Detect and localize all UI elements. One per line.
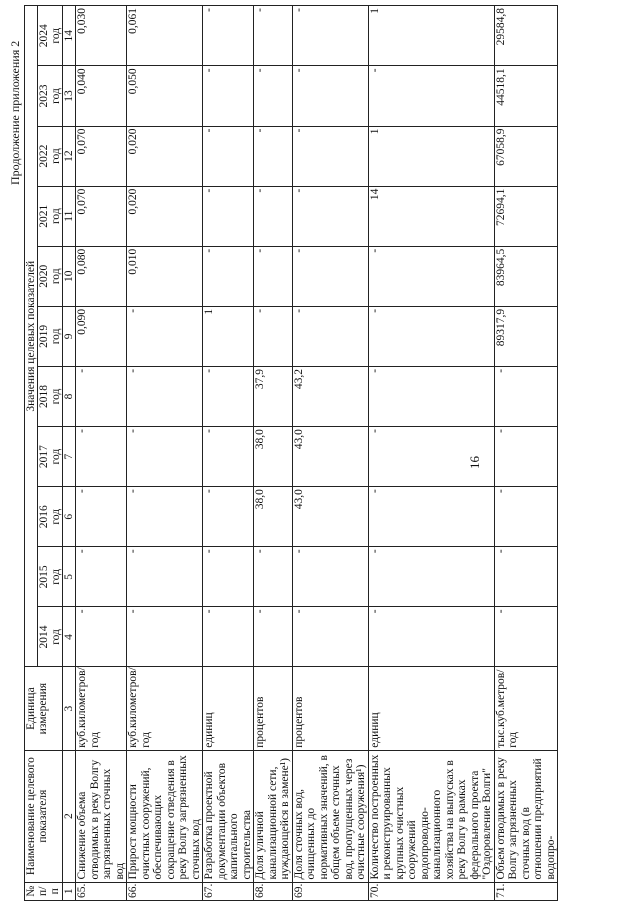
year-value: 2016 [38, 505, 50, 529]
indicator-value: - [368, 427, 494, 487]
year-word: год [50, 448, 62, 465]
indicator-value: 29584,8 [494, 6, 558, 66]
indicator-value: - [292, 547, 368, 607]
header-values-group: Значения целевых показателей [25, 6, 38, 668]
indicator-value: 89317,9 [494, 306, 558, 366]
indicator-value: - [127, 487, 203, 547]
indicator-value: - [292, 66, 368, 126]
row-number: 65. [76, 882, 127, 900]
indicator-value: 37,9 [254, 366, 293, 426]
year-value: 2020 [38, 264, 50, 288]
indicator-value: 43,0 [292, 487, 368, 547]
column-number: 6 [63, 487, 76, 547]
indicator-value: 67058,9 [494, 126, 558, 186]
unit-of-measure: процентов [292, 667, 368, 750]
row-number: 67. [203, 882, 254, 900]
row-number: 66. [127, 882, 203, 900]
column-number: 7 [63, 427, 76, 487]
year-header [38, 487, 63, 547]
indicator-value: - [203, 366, 254, 426]
indicator-value: - [494, 547, 558, 607]
page-number: 16 [467, 456, 482, 469]
indicators-table [24, 5, 558, 901]
indicator-value: - [203, 427, 254, 487]
year-word: год [50, 208, 62, 225]
table-row [254, 6, 293, 901]
indicator-value: - [127, 607, 203, 667]
year-value: 2018 [38, 385, 50, 409]
indicator-value: - [254, 246, 293, 306]
table-row [494, 6, 558, 901]
indicator-value: - [127, 427, 203, 487]
indicator-value: - [368, 66, 494, 126]
column-number: 8 [63, 366, 76, 426]
indicator-value: - [368, 487, 494, 547]
column-number: 13 [63, 66, 76, 126]
indicator-value: 38,0 [254, 487, 293, 547]
column-number: 5 [63, 547, 76, 607]
indicator-value: - [203, 186, 254, 246]
indicator-value: - [254, 6, 293, 66]
indicator-value: - [127, 306, 203, 366]
indicator-value: - [494, 487, 558, 547]
year-word: год [50, 629, 62, 645]
indicator-value: - [203, 547, 254, 607]
year-value: 2024 [38, 24, 50, 48]
indicator-value: 0,020 [127, 126, 203, 186]
indicator-value: - [203, 487, 254, 547]
indicator-value: 44518,1 [494, 66, 558, 126]
indicator-value: - [254, 126, 293, 186]
header-name: Наименование целевого показателя [25, 750, 63, 882]
year-header [38, 427, 63, 487]
indicator-value: 1 [203, 306, 254, 366]
row-number: 71. [494, 882, 558, 900]
year-word: год [50, 328, 62, 345]
indicator-value: 0,020 [127, 186, 203, 246]
header-num: № п/п [25, 882, 63, 900]
indicator-value: 0,030 [76, 6, 127, 66]
indicator-value: - [203, 246, 254, 306]
year-value: 2022 [38, 144, 50, 168]
indicator-value: - [292, 186, 368, 246]
unit-of-measure: тыс.куб.метров/год [494, 667, 558, 750]
indicator-value: 43,2 [292, 366, 368, 426]
indicator-value: - [76, 427, 127, 487]
indicator-value: 72694,1 [494, 186, 558, 246]
indicator-name: Объем отводимых в реку Волгу загрязненных сточных вод (в отношении предприятий водопро- [494, 750, 558, 882]
table-row [368, 6, 494, 901]
indicator-value: 0,040 [76, 66, 127, 126]
year-value: 2019 [38, 324, 50, 348]
indicator-value: 1 [368, 6, 494, 66]
indicator-name: Доля уличной канализационной сети, нуждающейся в замене¹) [254, 750, 293, 882]
indicator-value: - [203, 607, 254, 667]
indicator-value: - [494, 427, 558, 487]
indicator-value: - [368, 246, 494, 306]
unit-of-measure: процентов [254, 667, 293, 750]
indicator-value: - [254, 547, 293, 607]
continuation-note: Продолжение приложения 2 [8, 40, 22, 185]
indicator-value: - [254, 66, 293, 126]
indicator-name: Количество построенных и реконструированных крупных очистных сооружений водопроводно-канализационного хозяйства на выпусках в реку Волгу в рамках федерального проекта "Оздоровление Волги" [368, 750, 494, 882]
column-number: 3 [63, 667, 76, 750]
year-word: год [50, 388, 62, 405]
column-number: 1 [63, 882, 76, 900]
unit-of-measure: единиц [368, 667, 494, 750]
row-number: 68. [254, 882, 293, 900]
indicator-value: - [292, 246, 368, 306]
year-value: 2017 [38, 445, 50, 469]
year-word: год [50, 268, 62, 285]
year-word: год [50, 568, 62, 585]
indicator-value: - [368, 366, 494, 426]
column-number: 12 [63, 126, 76, 186]
unit-of-measure: куб.километров/год [127, 667, 203, 750]
unit-of-measure: единиц [203, 667, 254, 750]
indicator-value: - [76, 607, 127, 667]
indicator-value: - [76, 547, 127, 607]
year-value: 2023 [38, 84, 50, 108]
indicator-value: - [368, 547, 494, 607]
year-word: год [50, 88, 62, 104]
table-body [76, 6, 558, 901]
indicator-value: - [292, 306, 368, 366]
indicator-value: 0,080 [76, 246, 127, 306]
indicator-value: 0,061 [127, 6, 203, 66]
indicator-name: Прирост мощности очистных сооружений, обеспечивающих сокращение отведения в реку Волгу загрязненных сточных вод [127, 750, 203, 882]
indicator-value: 0,070 [76, 126, 127, 186]
row-number: 70. [368, 882, 494, 900]
indicator-name: Разработка проектной документации объектов капитального строительства [203, 750, 254, 882]
indicator-value: - [368, 306, 494, 366]
indicator-value: - [254, 186, 293, 246]
indicator-value: - [254, 306, 293, 366]
indicator-value: - [203, 6, 254, 66]
table-row [76, 6, 127, 901]
year-value: 2014 [38, 625, 50, 649]
indicator-value: 0,090 [76, 306, 127, 366]
year-header [38, 126, 63, 186]
year-header [38, 306, 63, 366]
year-header [38, 366, 63, 426]
year-header [38, 547, 63, 607]
indicator-value: - [292, 6, 368, 66]
indicator-value: - [203, 66, 254, 126]
year-header [38, 186, 63, 246]
indicator-name: Доля сточных вод, очищенных до нормативных значений, в общем объеме сточных вод, пропущенных через очистные сооружения¹) [292, 750, 368, 882]
column-number: 14 [63, 6, 76, 66]
indicator-value: - [76, 487, 127, 547]
indicator-value: - [494, 607, 558, 667]
indicator-value: 0,050 [127, 66, 203, 126]
indicator-value: - [368, 607, 494, 667]
column-number: 11 [63, 186, 76, 246]
indicator-value: 14 [368, 186, 494, 246]
indicator-value: 43,0 [292, 427, 368, 487]
year-value: 2021 [38, 204, 50, 228]
row-number: 69. [292, 882, 368, 900]
indicator-value: - [203, 126, 254, 186]
year-header [38, 66, 63, 126]
table-row [292, 6, 368, 901]
indicator-value: - [127, 547, 203, 607]
year-value: 2015 [38, 565, 50, 589]
column-number: 9 [63, 306, 76, 366]
year-header [38, 6, 63, 66]
unit-of-measure: куб.километров/год [76, 667, 127, 750]
indicator-value: - [76, 366, 127, 426]
column-number: 2 [63, 750, 76, 882]
column-number: 4 [63, 607, 76, 667]
indicator-value: - [292, 126, 368, 186]
table-row [127, 6, 203, 901]
year-header [38, 246, 63, 306]
indicator-name: Снижение объема отводимых в реку Волгу загрязненных сточных вод [76, 750, 127, 882]
indicator-value: 0,010 [127, 246, 203, 306]
indicator-value: - [494, 366, 558, 426]
header-unit: Единица измерения [25, 667, 63, 750]
indicator-value: 38,0 [254, 427, 293, 487]
indicator-value: - [254, 607, 293, 667]
indicator-value: - [127, 366, 203, 426]
year-header [38, 607, 63, 667]
year-word: год [50, 508, 62, 525]
indicator-value: 83964,5 [494, 246, 558, 306]
year-word: год [50, 148, 62, 164]
year-word: год [50, 27, 62, 44]
indicator-value: - [292, 607, 368, 667]
table-row [203, 6, 254, 901]
indicator-value: 1 [368, 126, 494, 186]
column-number-row [63, 6, 76, 901]
column-number: 10 [63, 246, 76, 306]
indicator-value: 0,070 [76, 186, 127, 246]
